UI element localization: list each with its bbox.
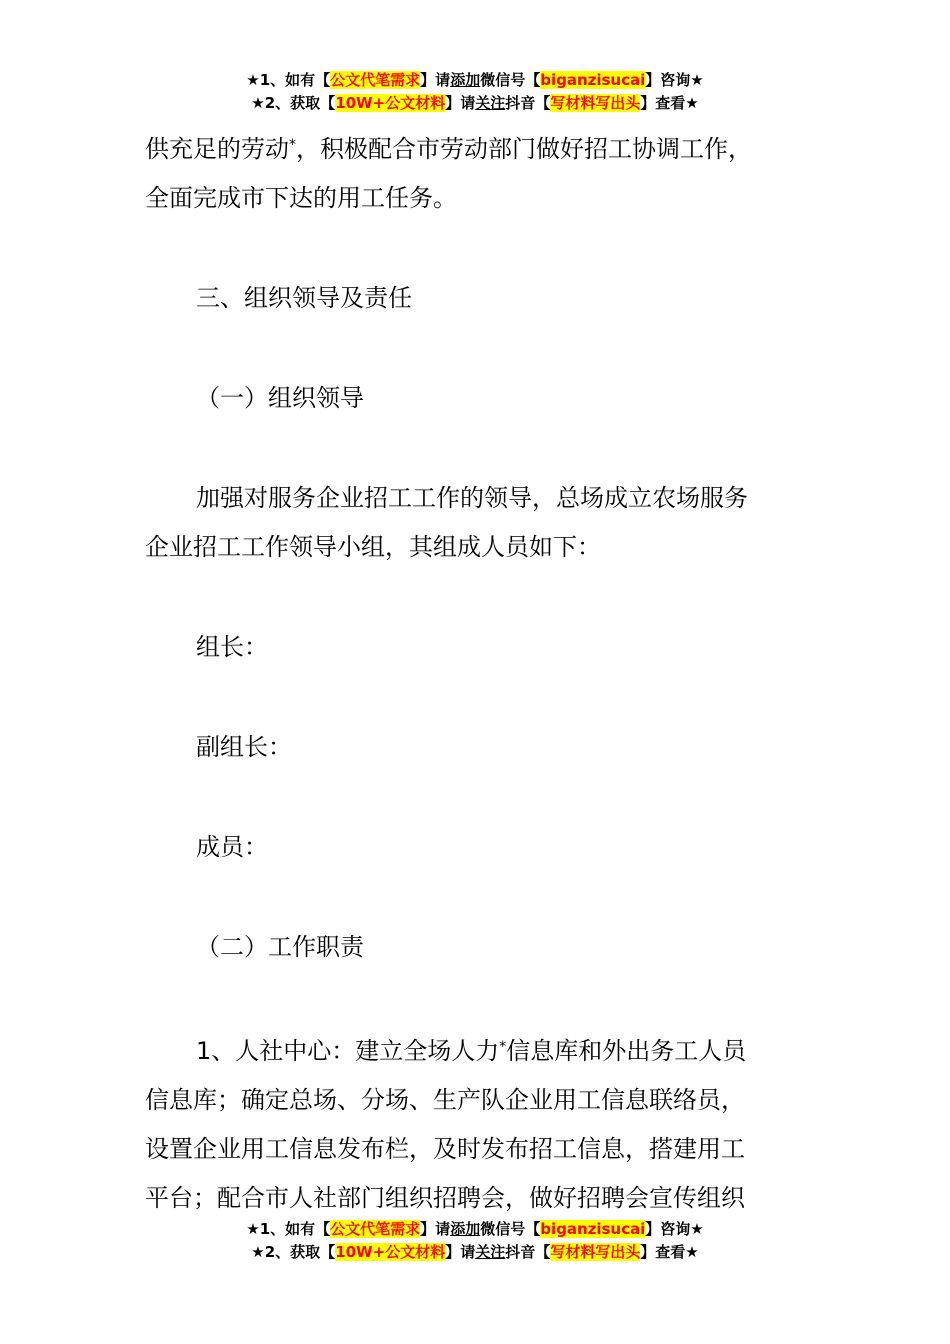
paragraph-line: 企业招工工作领导小组，其组成人员如下： [145, 533, 601, 561]
paragraph-line: 设置企业用工信息发布栏，及时发布招工信息，搭建用工 [145, 1135, 745, 1163]
banner-underline: 添加 [450, 71, 481, 89]
section-heading: 三、组织领导及责任 [196, 284, 412, 312]
banner-highlight: 10W+公文材料 [335, 1243, 446, 1261]
leader-label: 组长： [196, 633, 268, 661]
banner-wechat-id: biganzisucai [540, 71, 646, 89]
footer-banner [0, 1218, 950, 1264]
banner-douyin-id: 写材料写出头 [550, 94, 641, 112]
banner-line-2: ★2、获取【10W+公文材料】请关注抖音【写材料写出头】查看★ [251, 1243, 699, 1261]
paragraph-line: 供充足的劳动*，积极配合市劳动部门做好招工协调工作， [145, 135, 752, 163]
banner-wechat-id: biganzisucai [540, 1220, 646, 1238]
banner-douyin-id: 写材料写出头 [550, 1243, 641, 1261]
paragraph-line: 1、人社中心：建立全场人力*信息库和外出务工人员 [196, 1037, 747, 1065]
banner-highlight: 10W+公文材料 [335, 94, 446, 112]
document-body [145, 121, 815, 1223]
banner-highlight: 公文代笔需求 [330, 1220, 421, 1238]
banner-line-1: ★1、如有【公文代笔需求】请添加微信号【biganzisucai】咨询★ [246, 1220, 704, 1238]
subsection-heading: （二）工作职责 [196, 933, 364, 961]
subsection-heading: （一）组织领导 [196, 384, 364, 412]
deputy-label: 副组长： [196, 733, 292, 761]
banner-underline: 添加 [450, 1220, 481, 1238]
banner-underline: 关注 [475, 1243, 506, 1261]
paragraph-line: 信息库；确定总场、分场、生产队企业用工信息联络员， [145, 1086, 745, 1114]
banner-line-1: ★1、如有【公文代笔需求】请添加微信号【biganzisucai】咨询★ [246, 71, 704, 89]
banner-line-2: ★2、获取【10W+公文材料】请关注抖音【写材料写出头】查看★ [251, 94, 699, 112]
banner-highlight: 公文代笔需求 [330, 71, 421, 89]
header-banner [0, 69, 950, 115]
paragraph-line: 加强对服务企业招工工作的领导，总场成立农场服务 [196, 484, 748, 512]
paragraph-line: 平台；配合市人社部门组织招聘会，做好招聘会宣传组织 [145, 1184, 745, 1212]
banner-underline: 关注 [475, 94, 506, 112]
paragraph-line: 全面完成市下达的用工任务。 [145, 184, 457, 212]
members-label: 成员： [196, 833, 268, 861]
